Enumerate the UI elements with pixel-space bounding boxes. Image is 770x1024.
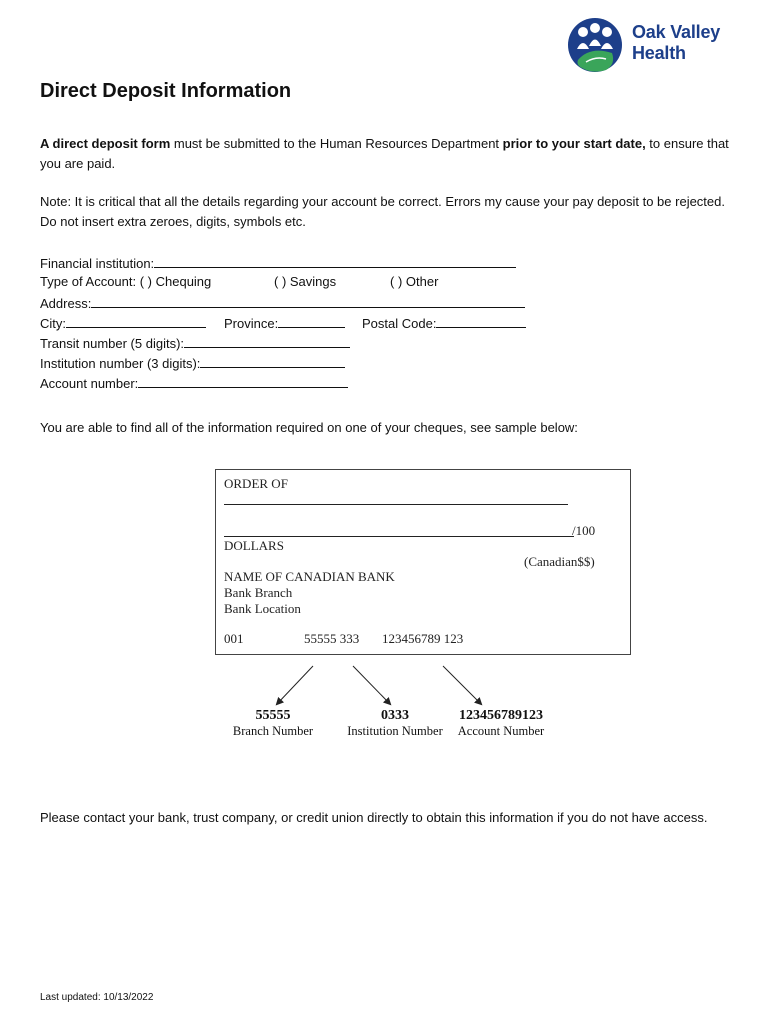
cheque-canadian: (Canadian$$) <box>524 554 595 569</box>
account-number-field[interactable] <box>138 372 348 388</box>
institution-number-value: 0333 <box>381 708 409 723</box>
sample-cheque <box>215 469 631 655</box>
other-option[interactable]: ( ) Other <box>390 274 439 289</box>
cheque-micr-cheque-number: 001 <box>224 631 244 646</box>
province-field[interactable] <box>278 312 345 328</box>
account-number-label-callout: Account Number <box>457 724 545 738</box>
cheque-payee-line <box>224 504 568 505</box>
financial-institution-label: Financial institution: <box>40 256 155 271</box>
address-label: Address: <box>40 296 92 311</box>
institution-number-label: Institution number (3 digits): <box>40 356 201 371</box>
branch-number-label: Branch Number <box>232 724 314 738</box>
oak-valley-health-logo-icon <box>566 16 624 74</box>
logo-line-2: Health <box>632 43 686 63</box>
institution-number-label: Institution Number <box>347 724 443 738</box>
cheque-bank-name: NAME OF CANADIAN BANK <box>224 569 395 584</box>
province-label: Province: <box>224 316 279 331</box>
callout-institution <box>340 708 450 739</box>
cheque-bank-location: Bank Location <box>224 601 301 616</box>
account-arrow <box>443 666 481 704</box>
logo-line-1: Oak Valley <box>632 22 721 42</box>
transit-number-field[interactable] <box>184 332 350 348</box>
cheque-amount-line <box>224 536 574 537</box>
branch-number-value: 55555 <box>255 708 291 723</box>
branch-arrow <box>277 666 313 704</box>
callout-arrows <box>215 660 555 710</box>
city-label: City: <box>40 316 66 331</box>
postal-code-field[interactable] <box>436 312 526 328</box>
callout-account <box>446 708 556 739</box>
account-number-value: 123456789123 <box>459 708 543 723</box>
note-paragraph: Note: It is critical that all the details regarding your account be correct. Errors my cause your pay deposit to be rejected. Do not insert extra zeroes, digits, symbols etc. <box>40 194 725 229</box>
page-title: Direct Deposit Information <box>40 80 292 102</box>
cheque-micr-account: 123456789 123 <box>382 631 464 646</box>
cheque-micr-branch-institution: 55555 333 <box>304 631 360 646</box>
savings-option[interactable]: ( ) Savings <box>274 274 337 289</box>
address-field[interactable] <box>91 292 525 308</box>
postal-code-label: Postal Code: <box>362 316 437 331</box>
oak-valley-health-logo <box>566 16 726 78</box>
type-of-account-chequing-option[interactable]: Type of Account: ( ) Chequing <box>40 274 212 289</box>
transit-number-label: Transit number (5 digits): <box>40 336 185 351</box>
city-field[interactable] <box>66 312 206 328</box>
financial-institution-field[interactable] <box>154 252 516 268</box>
intro-text-2: to ensure that you are paid. <box>40 136 729 171</box>
cheque-bank-branch: Bank Branch <box>224 585 293 600</box>
institution-number-field[interactable] <box>200 352 345 368</box>
cheque-hundred: /100 <box>572 523 596 538</box>
intro-bold-1: A direct deposit form <box>40 136 171 151</box>
intro-paragraph <box>40 134 730 173</box>
callout-branch <box>213 708 333 739</box>
last-updated: Last updated: 10/13/2022 <box>40 992 154 1003</box>
intro-bold-2: prior to your start date, <box>502 136 646 151</box>
cheque-dollars: DOLLARS <box>224 538 284 553</box>
account-number-label: Account number: <box>40 376 139 391</box>
find-info-text: You are able to find all of the information required on one of your cheques, see sample below: <box>40 420 578 435</box>
institution-arrow <box>353 666 390 704</box>
cheque-order-of: ORDER OF <box>224 476 288 491</box>
intro-text-1: must be submitted to the Human Resources Department <box>170 136 503 151</box>
contact-paragraph: Please contact your bank, trust company, or credit union directly to obtain this information if you do not have access. <box>40 810 708 825</box>
